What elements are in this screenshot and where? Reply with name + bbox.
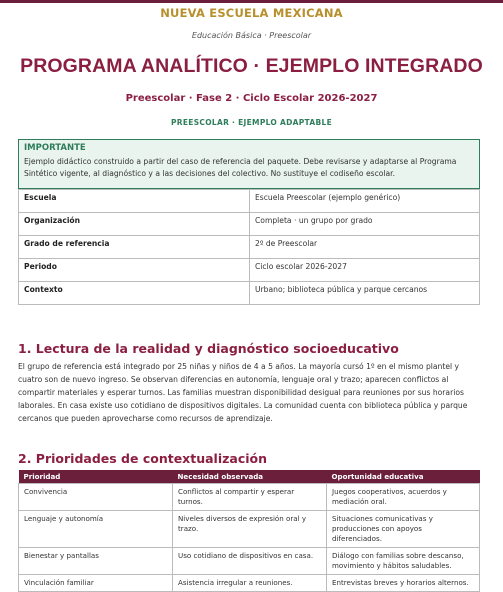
info-key: Grado de referencia [19,236,250,259]
info-value: Escuela Preescolar (ejemplo genérico) [250,190,480,213]
info-value: Completa · un grupo por grado [250,213,480,236]
table-cell: Vinculación familiar [19,575,173,592]
table-cell: Diálogo con familias sobre descanso, movimiento y hábitos saludables. [327,548,480,575]
table-cell: Situaciones comunicativas y producciones con apoyos diferenciados. [327,511,480,548]
section-2-heading: 2. Prioridades de contextualización [18,451,268,466]
header-kicker: NUEVA ESCUELA MEXICANA [160,6,343,20]
info-key: Organización [19,213,250,236]
header-rule [0,0,503,3]
column-header: Prioridad [19,470,173,484]
document-title: PROGRAMA ANALÍTICO · EJEMPLO INTEGRADO [20,55,483,77]
callout-body: Ejemplo didáctico construido a partir del caso de referencia del paquete. Debe revisarse y adaptarse al Programa Sintético vigente, al diagnóstico y a las decisiones del colectivo. No sustituye el codiseño escolar. [24,157,457,178]
table-cell: Asistencia irregular a reuniones. [173,575,327,592]
table-row [19,282,480,305]
table-header-row [19,470,480,484]
info-key: Periodo [19,259,250,282]
column-header: Necesidad observada [173,470,327,484]
table-row [19,190,480,213]
info-value: 2º de Preescolar [250,236,480,259]
table-row [19,236,480,259]
table-cell: Uso cotidiano de dispositivos en casa. [173,548,327,575]
header-subkicker: Educación Básica · Preescolar [191,31,312,40]
table-cell: Lenguaje y autonomía [19,511,173,548]
priorities-table [18,470,480,592]
table-row [19,259,480,282]
table-cell: Entrevistas breves y horarios alternos. [327,575,480,592]
section-1-heading: 1. Lectura de la realidad y diagnóstico socioeducativo [18,341,399,356]
info-value: Ciclo escolar 2026-2027 [250,259,480,282]
table-row [19,511,480,548]
table-cell: Conflictos al compartir y esperar turnos. [173,484,327,511]
table-row [19,213,480,236]
school-info-table [18,189,480,305]
column-header: Oportunidad educativa [327,470,480,484]
table-cell: Juegos cooperativos, acuerdos y mediación oral. [327,484,480,511]
table-cell: Niveles diversos de expresión oral y trazo. [173,511,327,548]
important-callout [18,139,480,189]
info-key: Escuela [19,190,250,213]
table-cell: Convivencia [19,484,173,511]
callout-title: IMPORTANTE [24,143,86,153]
info-key: Contexto [19,282,250,305]
table-row [19,548,480,575]
table-row [19,484,480,511]
document-tag: PREESCOLAR · EJEMPLO ADAPTABLE [170,118,332,127]
info-value: Urbano; biblioteca pública y parque cercanos [250,282,480,305]
section-1-body: El grupo de referencia está integrado por 25 niñas y niños de 4 a 5 años. La mayoría cursó 1º en el mismo plantel y cuatro son de nuevo ingreso. Se observan diferencias en autonomía, lenguaje oral y trazo; aparecen conflictos al compartir materiales y esperar turnos. Las familias muestran disponibilidad desigual para reuniones por sus horarios laborales. En casa existe uso cotidiano de dispositivos digitales. La comunidad cuenta con biblioteca pública y parque cercanos que pueden aprovecharse como recursos de aprendizaje. [18,362,468,423]
document-subtitle: Preescolar · Fase 2 · Ciclo Escolar 2026-2027 [125,93,378,104]
table-row [19,575,480,592]
table-cell: Bienestar y pantallas [19,548,173,575]
